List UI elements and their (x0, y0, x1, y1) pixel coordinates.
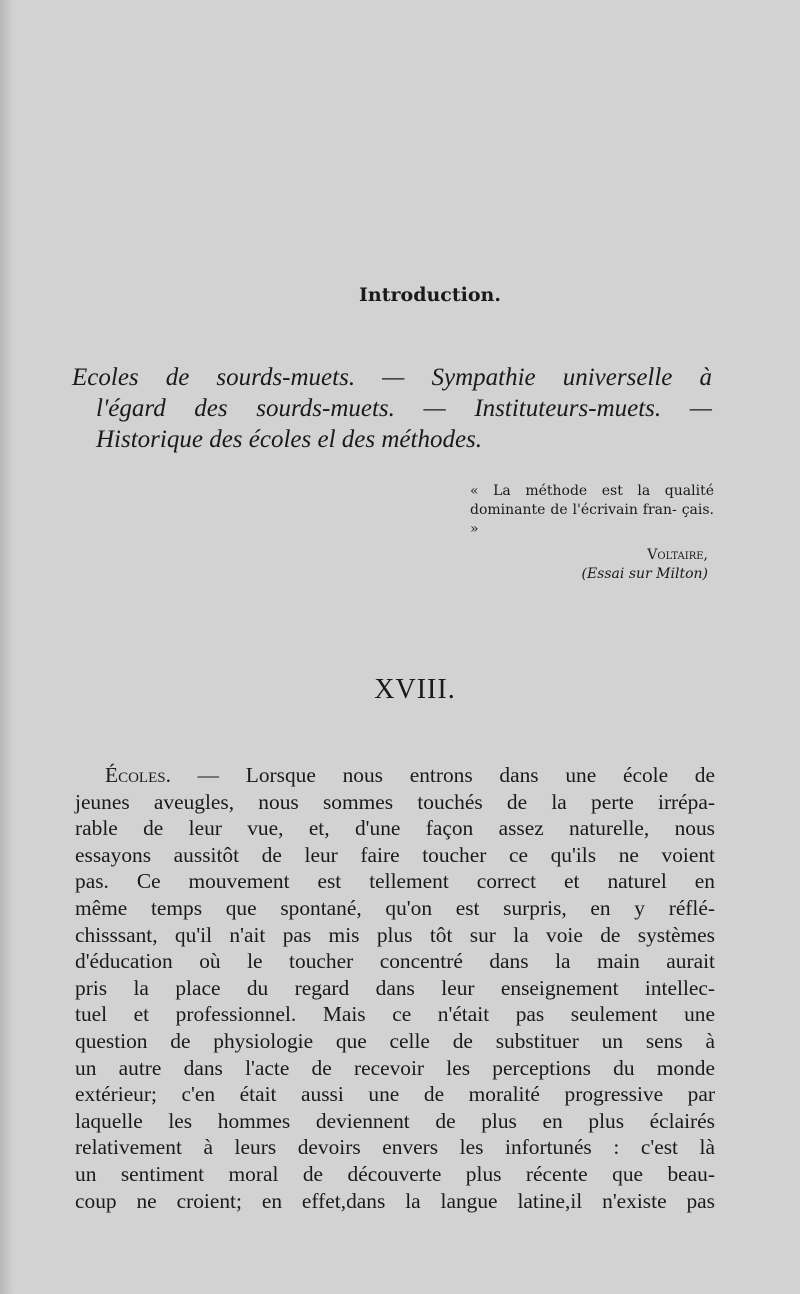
paragraph-line: question de physiologie que celle de substituer un sens à (75, 1028, 715, 1053)
paragraph-line: jeunes aveugles, nous sommes touchés de la perte irrépa- (75, 789, 715, 814)
paragraph-line (75, 762, 715, 789)
paragraph-line: d'éducation où le toucher concentré dans la main aurait (75, 949, 715, 974)
paragraph-line-text: — Lorsque nous entrons dans une école de (170, 763, 715, 787)
lead-word: Écoles. (105, 763, 171, 787)
chapter-summary-line: l'égard des sourds-muets. — Instituteurs-muets. — (96, 395, 712, 422)
epigraph-quote: « La méthode est la qualité dominante de l'écrivain fran- çais. » (470, 483, 714, 537)
epigraph-author: Voltaire, (647, 547, 708, 563)
chapter-number: XVIII. (374, 674, 456, 705)
paragraph-line: rable de leur vue, et, d'une façon assez naturelle, nous (75, 816, 715, 841)
page-edge-shadow (0, 0, 14, 1294)
paragraph-line: un autre dans l'acte de recevoir les perceptions du monde (75, 1055, 715, 1080)
paragraph-line: même temps que spontané, qu'on est surpris, en y réflé- (75, 895, 715, 920)
chapter-summary-line: Historique des écoles el des méthodes. (96, 426, 483, 453)
paragraph-line: tuel et professionnel. Mais ce n'était pas seulement une (75, 1002, 715, 1027)
paragraph-line: chisssant, qu'il n'ait pas mis plus tôt sur la voie de systèmes (75, 922, 715, 947)
chapter-summary (72, 362, 712, 455)
paragraph-line: pris la place du regard dans leur enseignement intellec- (75, 975, 715, 1000)
paragraph-line: essayons aussitôt de leur faire toucher ce qu'ils ne voient (75, 842, 715, 867)
epigraph-work: (Essai sur Milton) (581, 566, 708, 582)
section-title: Introduction. (359, 284, 501, 306)
paragraph-line: un sentiment moral de découverte plus récente que beau- (75, 1161, 715, 1186)
body-paragraph (75, 762, 715, 1214)
paragraph-line: laquelle les hommes deviennent de plus en plus éclairés (75, 1108, 715, 1133)
paragraph-line: coup ne croient; en effet,dans la langue latine,il n'existe pas (75, 1188, 715, 1213)
epigraph-attribution (582, 546, 709, 584)
paragraph-line: relativement à leurs devoirs envers les infortunés : c'est là (75, 1135, 715, 1160)
paragraph-line: extérieur; c'en était aussi une de moralité progressive par (75, 1082, 715, 1107)
paragraph-line: pas. Ce mouvement est tellement correct et naturel en (75, 869, 715, 894)
chapter-summary-line: Ecoles de sourds-muets. — Sympathie universelle à (72, 364, 712, 391)
